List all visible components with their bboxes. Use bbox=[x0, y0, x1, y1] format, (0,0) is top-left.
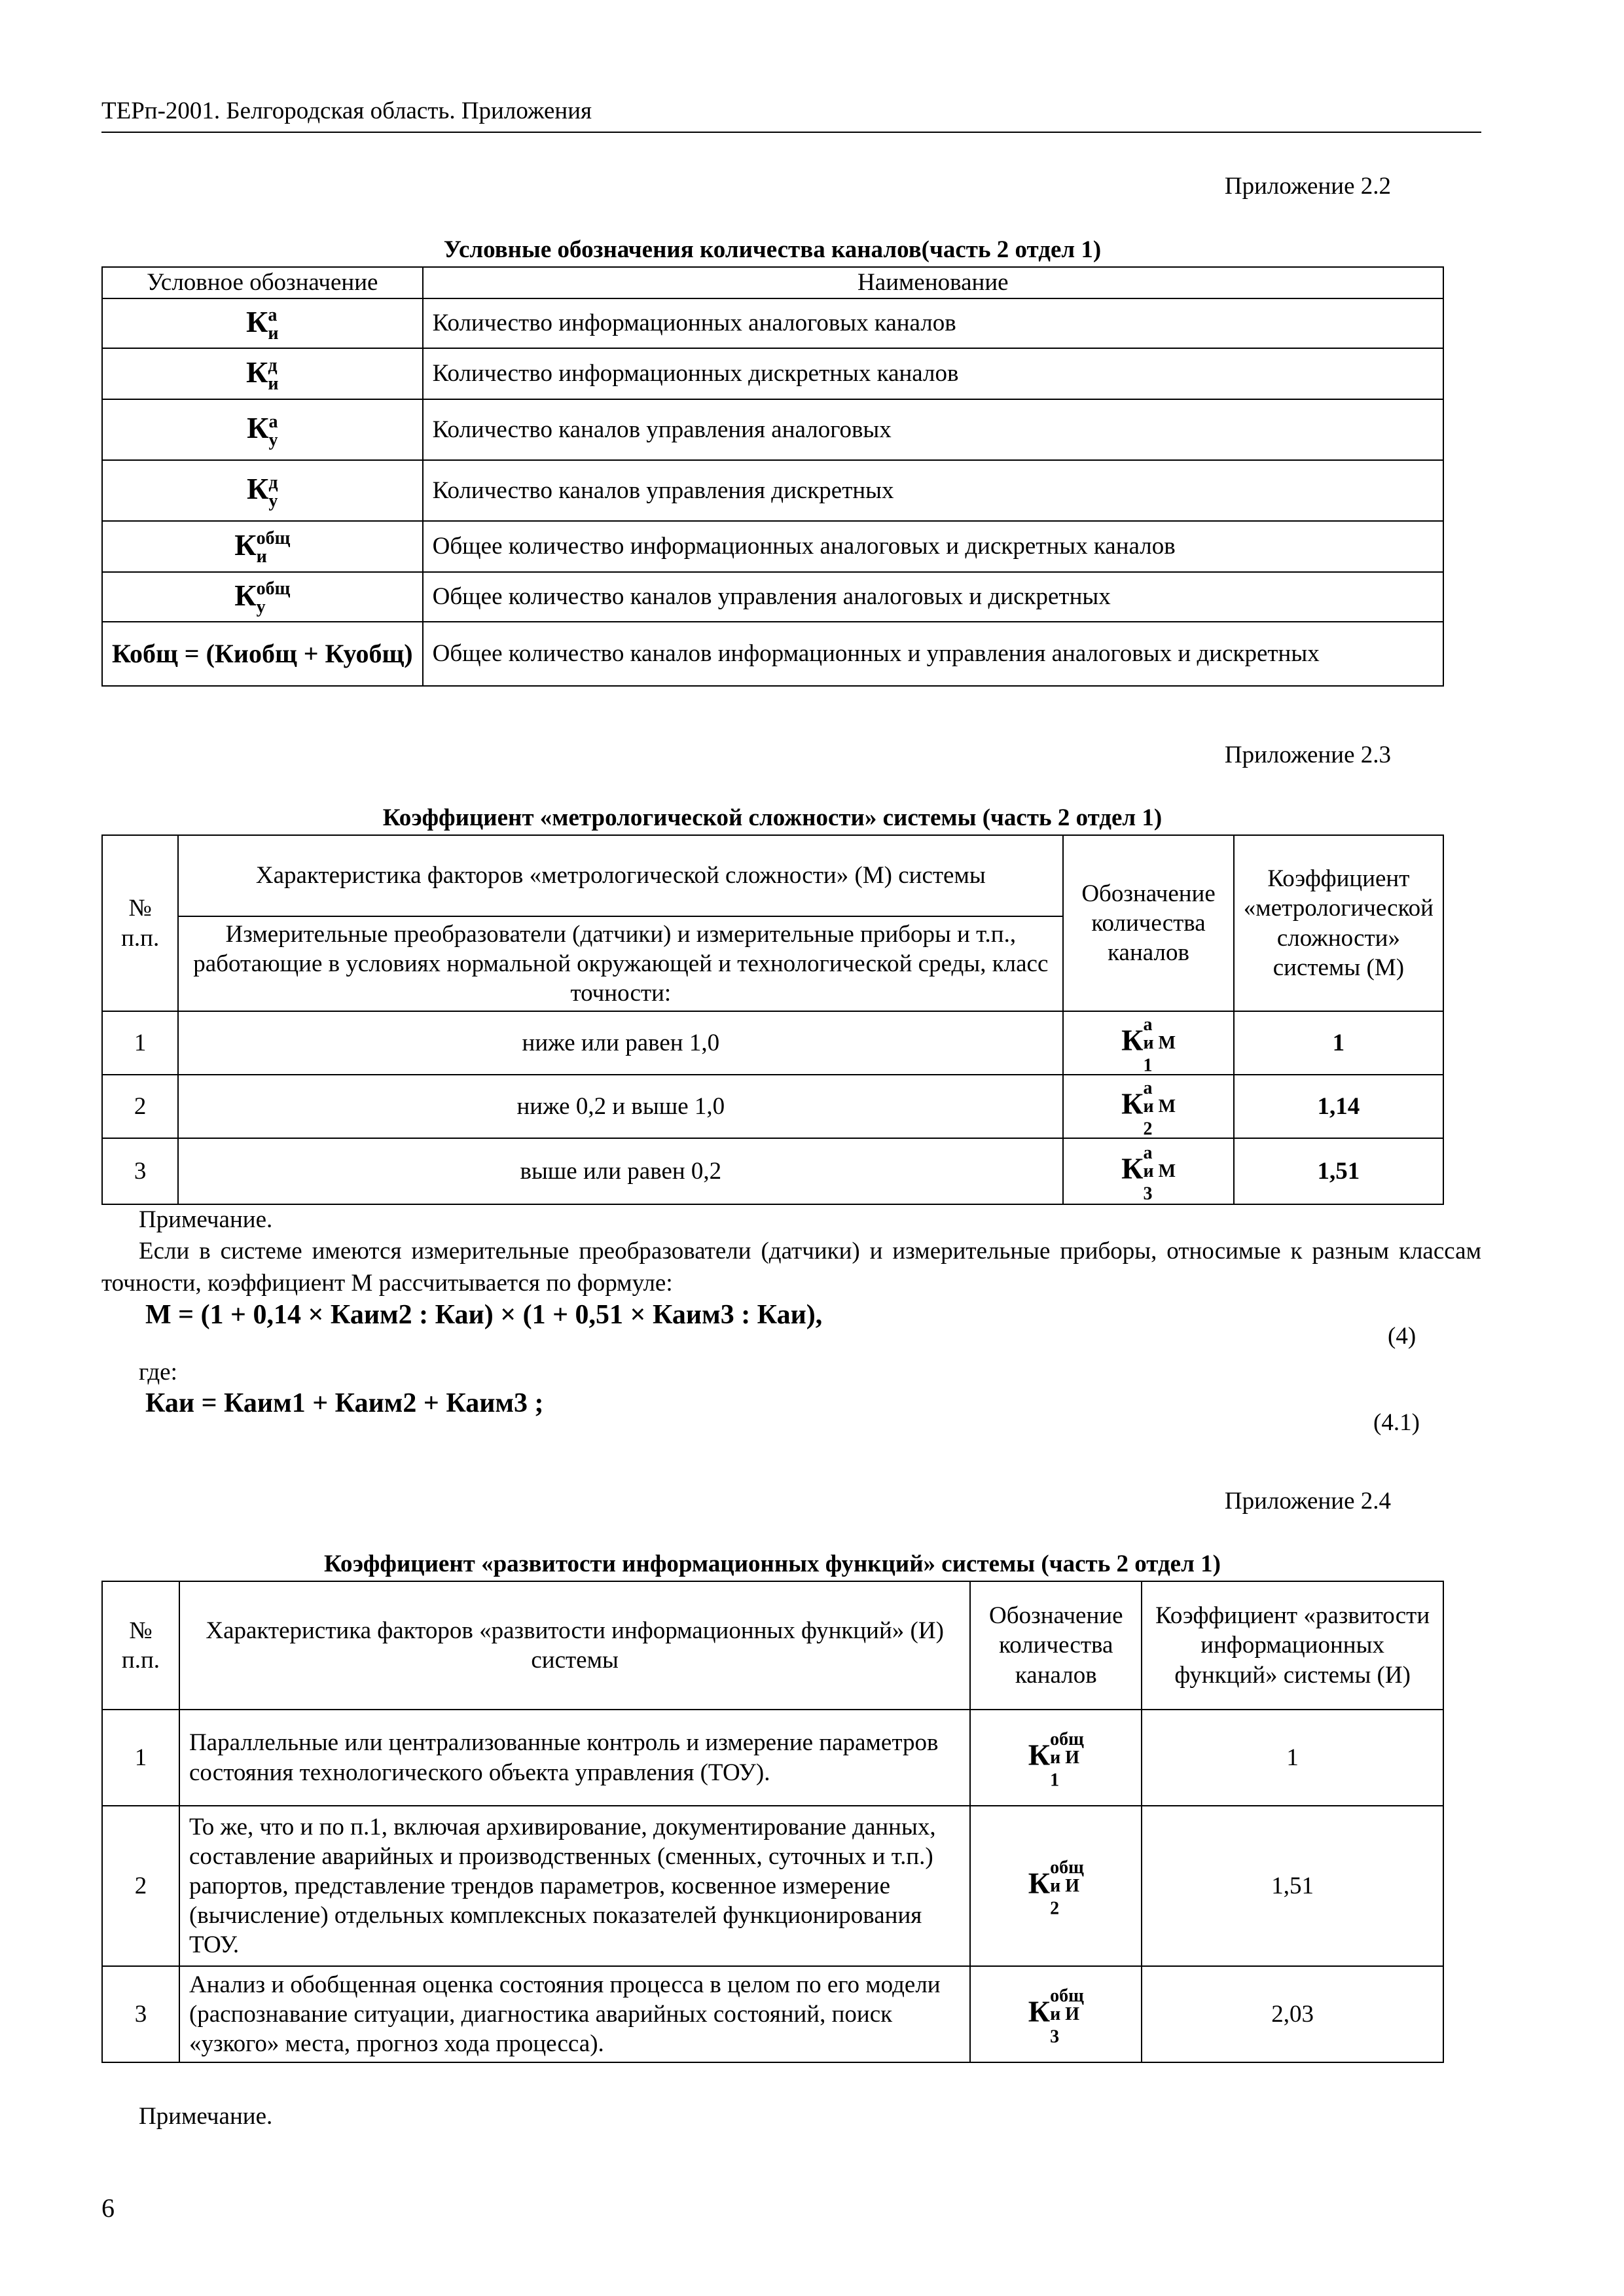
header-characteristic-sub: Измерительные преобразователи (датчики) и измерительные приборы и т.п., работающие в условиях нормальной окружающей и технологической среды, класс точности: bbox=[178, 916, 1063, 1011]
name-cell: Количество информационных дискретных каналов bbox=[423, 348, 1443, 399]
formula-4-1: Каи = Каим1 + Каим2 + Каим3 ; bbox=[145, 1388, 544, 1418]
row-description: Параллельные или централизованные контроль и измерение параметров состояния технологического объекта управления (ТОУ). bbox=[179, 1710, 970, 1806]
header-num: № п.п. bbox=[102, 835, 178, 1011]
row-symbol: К а и М $_3$ bbox=[1063, 1138, 1233, 1204]
name-cell: Общее количество информационных аналоговых и дискретных каналов bbox=[423, 521, 1443, 572]
row-symbol: К общ и И $_3$ bbox=[970, 1966, 1142, 2062]
appendix-2-3-label: Приложение 2.3 bbox=[1224, 742, 1391, 768]
name-cell: Количество каналов управления аналоговых bbox=[423, 399, 1443, 460]
row-num: 2 bbox=[102, 1075, 178, 1138]
appendix-2-3-title: Коэффициент «метрологической сложности» системы (часть 2 отдел 1) bbox=[382, 804, 1163, 831]
row-description: То же, что и по п.1, включая архивирование, документирование данных, составление аварийных и производственных (сменных, суточных и т.п.) рапортов, представление трендов параметров, косвенное измерение (вычисление) отдельных комплексных показателей функционирования ТОУ. bbox=[179, 1806, 970, 1966]
symbol-cell: К а у bbox=[102, 399, 423, 460]
symbol-cell: К общ и bbox=[102, 521, 423, 572]
appendix-2-2-title: Условные обозначения количества каналов(часть 2 отдел 1) bbox=[443, 236, 1102, 263]
header-designation: Обозначение количества каналов bbox=[970, 1581, 1142, 1710]
where-label: где: bbox=[139, 1359, 177, 1386]
symbol-cell: К а и bbox=[102, 298, 423, 348]
header-designation: Условное обозначение bbox=[102, 267, 423, 298]
name-cell: Общее количество каналов управления аналоговых и дискретных bbox=[423, 572, 1443, 622]
row-num: 3 bbox=[102, 1138, 178, 1204]
row-coefficient: 2,03 bbox=[1142, 1966, 1443, 2062]
header-num: № п.п. bbox=[102, 1581, 179, 1710]
note-text: Если в системе имеются измерительные преобразователи (датчики) и измерительные приборы, относимые к разным классам точности, коэффициент М рассчитывается по формуле: bbox=[101, 1238, 1481, 1297]
row-coefficient: 1,51 bbox=[1142, 1806, 1443, 1966]
header-coefficient: Коэффициент «метрологической сложности» системы (М) bbox=[1234, 835, 1443, 1011]
row-coefficient: 1 bbox=[1234, 1011, 1443, 1075]
name-cell: Общее количество каналов информационных и управления аналоговых и дискретных bbox=[423, 622, 1443, 686]
channels-designation-table bbox=[101, 266, 1444, 687]
row-symbol: К общ и И $_1$ bbox=[970, 1710, 1142, 1806]
row-description: ниже или равен 1,0 bbox=[178, 1011, 1063, 1075]
row-symbol: К а и М $_2$ bbox=[1063, 1075, 1233, 1138]
row-coefficient: 1 bbox=[1142, 1710, 1443, 1806]
metrological-complexity-table bbox=[101, 834, 1444, 1205]
row-num: 1 bbox=[102, 1011, 178, 1075]
row-symbol: К а и М $_1$ bbox=[1063, 1011, 1233, 1075]
header-characteristic: Характеристика факторов «развитости информационных функций» (И) системы bbox=[179, 1581, 970, 1710]
note-label: Примечание. bbox=[139, 1206, 273, 1233]
row-coefficient: 1,14 bbox=[1234, 1075, 1443, 1138]
formula-4: М = (1 + 0,14 × Каим2 : Каи) × (1 + 0,51 × Каим3 : Каи), bbox=[145, 1300, 823, 1330]
page-number: 6 bbox=[101, 2193, 115, 2223]
appendix-2-4-title: Коэффициент «развитости информационных функций» системы (часть 2 отдел 1) bbox=[324, 1551, 1221, 1577]
appendix-2-4-label: Приложение 2.4 bbox=[1224, 1488, 1391, 1515]
row-symbol: К общ и И $_2$ bbox=[970, 1806, 1142, 1966]
header-characteristic: Характеристика факторов «метрологической сложности» (М) системы bbox=[178, 835, 1063, 916]
row-description: Анализ и обобщенная оценка состояния процесса в целом по его модели (распознавание ситуации, диагностика аварийных состояний, поиск «узкого» места, прогноз хода процесса). bbox=[179, 1966, 970, 2062]
header-rule bbox=[101, 132, 1481, 133]
header-designation: Обозначение количества каналов bbox=[1063, 835, 1233, 1011]
equation-number-4-1: (4.1) bbox=[1373, 1409, 1420, 1436]
row-description: выше или равен 0,2 bbox=[178, 1138, 1063, 1204]
header-coefficient: Коэффициент «развитости информационных функций» системы (И) bbox=[1142, 1581, 1443, 1710]
row-num: 2 bbox=[102, 1806, 179, 1966]
equation-number-4: (4) bbox=[1388, 1323, 1416, 1350]
name-cell: Количество информационных аналоговых каналов bbox=[423, 298, 1443, 348]
total-formula-cell: Кобщ = (Киобщ + Куобщ) bbox=[102, 622, 423, 686]
row-num: 3 bbox=[102, 1966, 179, 2062]
row-coefficient: 1,51 bbox=[1234, 1138, 1443, 1204]
name-cell: Количество каналов управления дискретных bbox=[423, 460, 1443, 521]
row-description: ниже 0,2 и выше 1,0 bbox=[178, 1075, 1063, 1138]
appendix-2-2-label: Приложение 2.2 bbox=[1224, 173, 1391, 200]
symbol-cell: К д и bbox=[102, 348, 423, 399]
note-label-2-4: Примечание. bbox=[139, 2103, 273, 2130]
information-functions-table bbox=[101, 1581, 1444, 2063]
running-header: ТЕРп-2001. Белгородская область. Приложения bbox=[101, 98, 592, 124]
symbol-cell: К д у bbox=[102, 460, 423, 521]
symbol-cell: К общ у bbox=[102, 572, 423, 622]
header-name: Наименование bbox=[423, 267, 1443, 298]
row-num: 1 bbox=[102, 1710, 179, 1806]
